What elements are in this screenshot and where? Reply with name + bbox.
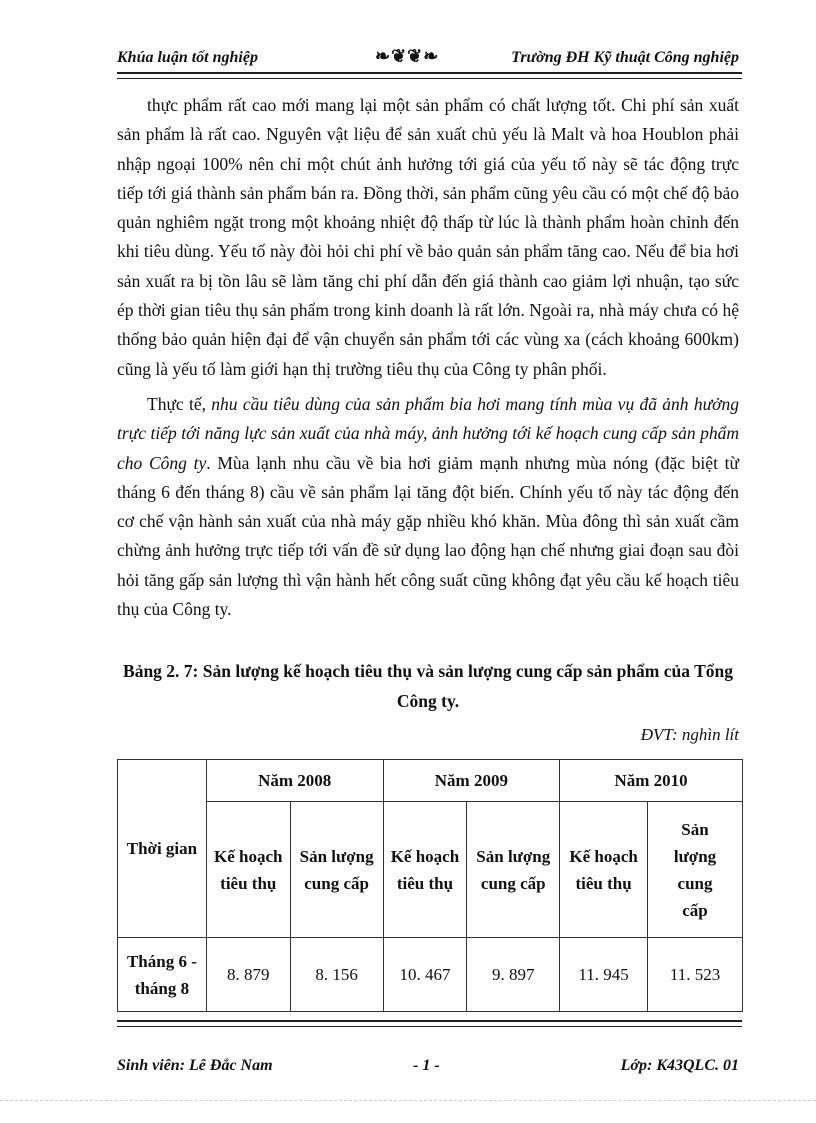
paragraph-2 (117, 390, 739, 624)
sub-header-plan: Kế hoạch tiêu thụ (560, 802, 648, 938)
paragraph-2-italic: nhu cầu tiêu dùng của sản phẩm bia hơi mang tính mùa vụ đã ảnh hưởng trực tiếp tới năng lực sản xuất của nhà máy, ảnh hưởng tới kế hoạch cung cấp sản phẩm cho Công ty (117, 393, 739, 473)
footer-student: Sinh viên: Lê Đắc Nam (117, 1057, 273, 1074)
paragraph-2-lead: Thực tế, (147, 393, 212, 414)
sub-header-plan: Kế hoạch tiêu thụ (383, 802, 467, 938)
page-footer (117, 1054, 739, 1078)
page-number: - 1 - (413, 1057, 440, 1074)
footer-class: Lớp: K43QLC. 01 (620, 1057, 739, 1074)
header-rule (117, 72, 742, 79)
paragraph-1: thực phẩm rất cao mới mang lại một sản phẩm có chất lượng tốt. Chi phí sản xuất sản phẩm là rất cao. Nguyên vật liệu để sản xuất chủ yếu là Malt và hoa Houblon phải nhập ngoại 100% nên chỉ một chút ảnh hưởng tới giá của yếu tố này sẽ tác động trực tiếp tới giá thành sản phẩm bán ra. Đồng thời, sản phẩm cũng yêu cầu có một chế độ bảo quản nghiêm ngặt trong một khoảng nhiệt độ thấp từ lúc là thành phẩm hoàn chỉnh đến khi tiêu dùng. Yếu tố này đòi hỏi chi phí về bảo quản sản phẩm tăng cao. Nếu để bia hơi sản xuất ra bị tồn lâu sẽ làm tăng chi phí dẫn đến giá thành cao giảm lợi nhuận, tạo sức ép thời gian tiêu thụ sản phẩm trong kinh doanh là rất lớn. Ngoài ra, nhà máy chưa có hệ thống bảo quản hiện đại để vận chuyển sản phẩm tới các vùng xa (cách khoảng 600km) cũng là yếu tố làm giới hạn thị trường tiêu thụ của Công ty phân phối. (117, 95, 739, 379)
table-title: Bảng 2. 7: Sản lượng kế hoạch tiêu thụ và sản lượng cung cấp sản phẩm của Tổng Công ty. (123, 661, 733, 711)
data-table (117, 759, 743, 1012)
table-row (118, 938, 743, 1012)
table-cell: 9. 897 (467, 938, 560, 1012)
page-header (117, 46, 739, 72)
footer-rule (117, 1020, 742, 1027)
sub-header-supply: Sản lượng cung cấp (648, 802, 743, 938)
header-ornament: ❧❦❦❧ (375, 46, 440, 66)
table-unit: ĐVT: nghìn lít (640, 725, 739, 744)
row-label: Tháng 6 - tháng 8 (118, 938, 207, 1012)
table-header-row-sub (118, 802, 743, 938)
header-thesis-label: Khúa luận tốt nghiệp (117, 49, 258, 66)
table-header-row-years (118, 760, 743, 802)
table-cell: 8. 156 (290, 938, 383, 1012)
sub-header-supply: Sản lượng cung cấp (290, 802, 383, 938)
table-cell: 8. 879 (206, 938, 290, 1012)
year-header: Năm 2010 (560, 760, 743, 802)
sub-header-plan: Kế hoạch tiêu thụ (206, 802, 290, 938)
year-header: Năm 2009 (383, 760, 560, 802)
row-header-cell: Thời gian (118, 760, 207, 938)
header-university: Trường ĐH Kỹ thuật Công nghiệp (511, 49, 739, 66)
paragraph-2-rest: . Mùa lạnh nhu cầu về bia hơi giảm mạnh nhưng mùa nóng (đặc biệt từ tháng 6 đến tháng 8) cầu về sản phẩm lại tăng đột biến. Chính yếu tố này tác động đến cơ chế vận hành sản xuất của nhà máy gặp nhiều khó khăn. Mùa đông thì sản xuất cầm chừng ảnh hưởng trực tiếp tới vấn đề sử dụng lao động hạn chế nhưng giai đoạn sau đòi hỏi tăng gấp sản lượng thì vận hành hết công suất cũng không đạt yêu cầu kế hoạch tiêu thụ của Công ty. (117, 452, 739, 620)
sub-header-supply: Sản lượng cung cấp (467, 802, 560, 938)
body-text (117, 91, 739, 624)
table-cell: 11. 945 (560, 938, 648, 1012)
page-edge-divider (0, 1100, 816, 1101)
table-cell: 11. 523 (648, 938, 743, 1012)
table-cell: 10. 467 (383, 938, 467, 1012)
year-header: Năm 2008 (206, 760, 383, 802)
